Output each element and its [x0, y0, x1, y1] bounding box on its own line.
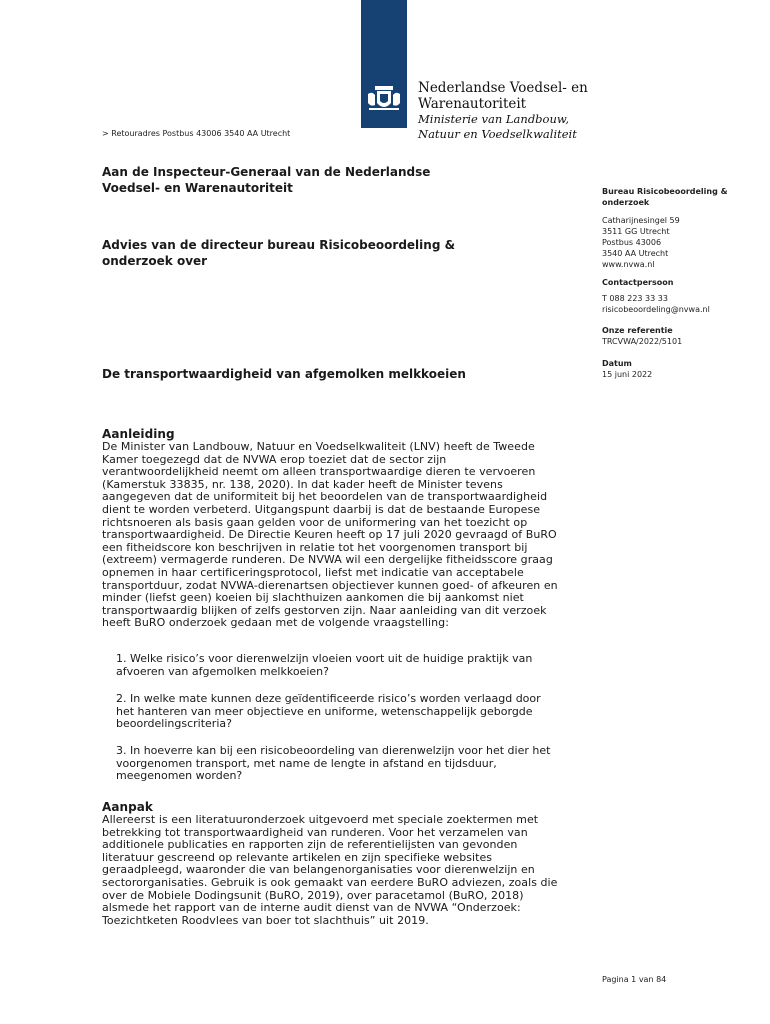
addressee-line: Voedsel- en Warenautoriteit	[102, 181, 293, 195]
sidebar-department	[602, 186, 752, 208]
sidebar-reference	[602, 325, 752, 347]
sidebar-contact	[602, 277, 752, 315]
ministry-line: Ministerie van Landbouw,	[418, 112, 570, 126]
paragraph-line: literatuur gescreend op relevante artikelen en zijn specifieke websites	[102, 850, 493, 864]
paragraph-line: heeft BuRO onderzoek gedaan met de volgende vraagstelling:	[102, 616, 449, 630]
paragraph-line: over de Mobiele Dodingsunit (BuRO, 2019), over paracetamol (BuRO, 2018)	[102, 888, 524, 902]
page-number: Pagina 1 van 84	[602, 975, 667, 984]
paragraph-line: Kamer toegezegd dat de NVWA erop toeziet dat de sector zijn	[102, 452, 447, 466]
paragraph-line: transportduur, zodat NVWA-dierenartsen objectiever kunnen goed- of afkeuren en	[102, 578, 558, 592]
document-title: De transportwaardigheid van afgemolken melkkoeien	[102, 367, 466, 381]
addressee	[102, 164, 442, 196]
paragraph-line: verantwoordelijkheid neemt om alleen transportwaardige dieren te vervoeren	[102, 465, 536, 479]
date-value: 15 juni 2022	[602, 370, 653, 379]
org-name-line: Warenautoriteit	[418, 96, 527, 112]
reference-heading: Onze referentie	[602, 326, 673, 335]
paragraph-line: additionele publicaties en rapporten zijn de referentielijsten van gevonden	[102, 838, 518, 852]
question-line: voorgenomen transport, met name de lengte in afstand en tijdsduur,	[116, 756, 497, 770]
paragraph-line: transportwaardig blijken of zelfs gestorven zijn. Naar aanleiding van dit verzoek	[102, 603, 547, 617]
date-heading: Datum	[602, 359, 632, 368]
paragraph-line: alsmede het rapport van de interne audit dienst van de NVWA “Onderzoek:	[102, 901, 521, 915]
paragraph-line: Allereerst is een literatuuronderzoek uitgevoerd met speciale zoektermen met	[102, 813, 539, 826]
question-1	[116, 653, 586, 678]
address-line: 3540 AA Utrecht	[602, 249, 669, 258]
paragraph-line: (extreem) vermagerde runderen. De NVWA wil een dergelijke fitheidsscore graag	[102, 553, 553, 567]
contact-phone: T 088 223 33 33	[602, 294, 668, 303]
question-3	[116, 745, 586, 783]
section-aanleiding	[102, 427, 594, 630]
paragraph-line: dient te worden verbeterd. Uitgangspunt daarbij is dat de bestaande Europese	[102, 502, 541, 516]
question-line: het hanteren van meer objectieve en uniforme, wetenschappelijk geborgde	[116, 704, 533, 718]
paragraph-line: De Minister van Landbouw, Natuur en Voedselkwaliteit (LNV) heeft de Tweede	[102, 440, 535, 453]
ministry-line: Natuur en Voedselkwaliteit	[418, 127, 577, 141]
question-line: 2. In welke mate kunnen deze geïdentificeerde risico’s worden verlaagd door	[116, 692, 541, 705]
subject-line: onderzoek over	[102, 254, 208, 268]
section-heading: Aanpak	[102, 800, 153, 814]
ministry-name	[418, 112, 618, 142]
paragraph-line: aangegeven dat de uniformiteit bij het beoordelen van de transportwaardigheid	[102, 490, 548, 504]
contact-email[interactable]: risicobeoordeling@nvwa.nl	[602, 305, 710, 314]
section-aanpak	[102, 800, 594, 927]
reference-value: TRCVWA/2022/5101	[602, 337, 683, 346]
return-address: > Retouradres Postbus 43006 3540 AA Utrecht	[102, 129, 291, 138]
paragraph-line: betrekking tot transportwaardigheid van runderen. Voor het verzamelen van	[102, 825, 528, 839]
question-line: 3. In hoeverre kan bij een risicobeoordeling van dierenwelzijn voor het dier het	[116, 744, 551, 757]
subject-line: Advies van de directeur bureau Risicobeoordeling &	[102, 238, 456, 252]
addressee-line: Aan de Inspecteur-Generaal van de Nederlandse	[102, 165, 431, 179]
address-line: Postbus 43006	[602, 238, 662, 247]
sidebar-address	[602, 215, 752, 270]
subject	[102, 237, 462, 269]
question-line: 1. Welke risico’s voor dierenwelzijn vloeien voort uit de huidige praktijk van	[116, 652, 533, 665]
question-line: beoordelingscriteria?	[116, 717, 232, 731]
question-2	[116, 693, 586, 731]
org-name-line: Nederlandse Voedsel- en	[418, 80, 588, 96]
paragraph-line: minder (liefst geen) koeien bij slachthuizen aankomen die bij aankomst niet	[102, 591, 524, 605]
paragraph-line: een fitheidscore kon beschrijven in relatie tot het voorgenomen transport bij	[102, 540, 528, 554]
question-line: meegenomen worden?	[116, 769, 243, 783]
sidebar-date	[602, 358, 752, 380]
paragraph-line: richtsnoeren als basis gaan gelden voor de uniformering van het toezicht op	[102, 515, 528, 529]
paragraph-line: Toezichtketen Roodvlees van boer tot slachthuis” uit 2019.	[102, 913, 429, 927]
department-line: onderzoek	[602, 198, 650, 207]
website-link[interactable]: www.nvwa.nl	[602, 260, 655, 269]
section-heading: Aanleiding	[102, 427, 175, 441]
coat-of-arms-icon	[365, 82, 403, 114]
paragraph-line: (Kamerstuk 33835, nr. 138, 2020). In dat kader heeft de Minister tevens	[102, 477, 503, 491]
paragraph-line: geraadpleegd, waaronder die van belangenorganisaties voor dierenwelzijn en	[102, 863, 535, 877]
address-line: 3511 GG Utrecht	[602, 227, 670, 236]
paragraph-line: sectororganisaties. Gebruik is ook gemaakt van eerdere BuRO adviezen, zoals die	[102, 875, 558, 889]
question-line: afvoeren van afgemolken melkkoeien?	[116, 664, 329, 678]
address-line: Catharijnesingel 59	[602, 216, 680, 225]
paragraph-line: transportwaardigheid. De Directie Keuren heeft op 17 juli 2020 gevraagd of BuRO	[102, 528, 557, 542]
contact-heading: Contactpersoon	[602, 278, 674, 287]
department-line: Bureau Risicobeoordeling &	[602, 187, 728, 196]
organisation-name	[418, 80, 618, 112]
paragraph-line: opnemen in haar certificeringsprotocol, liefst met indicatie van acceptabele	[102, 565, 524, 579]
